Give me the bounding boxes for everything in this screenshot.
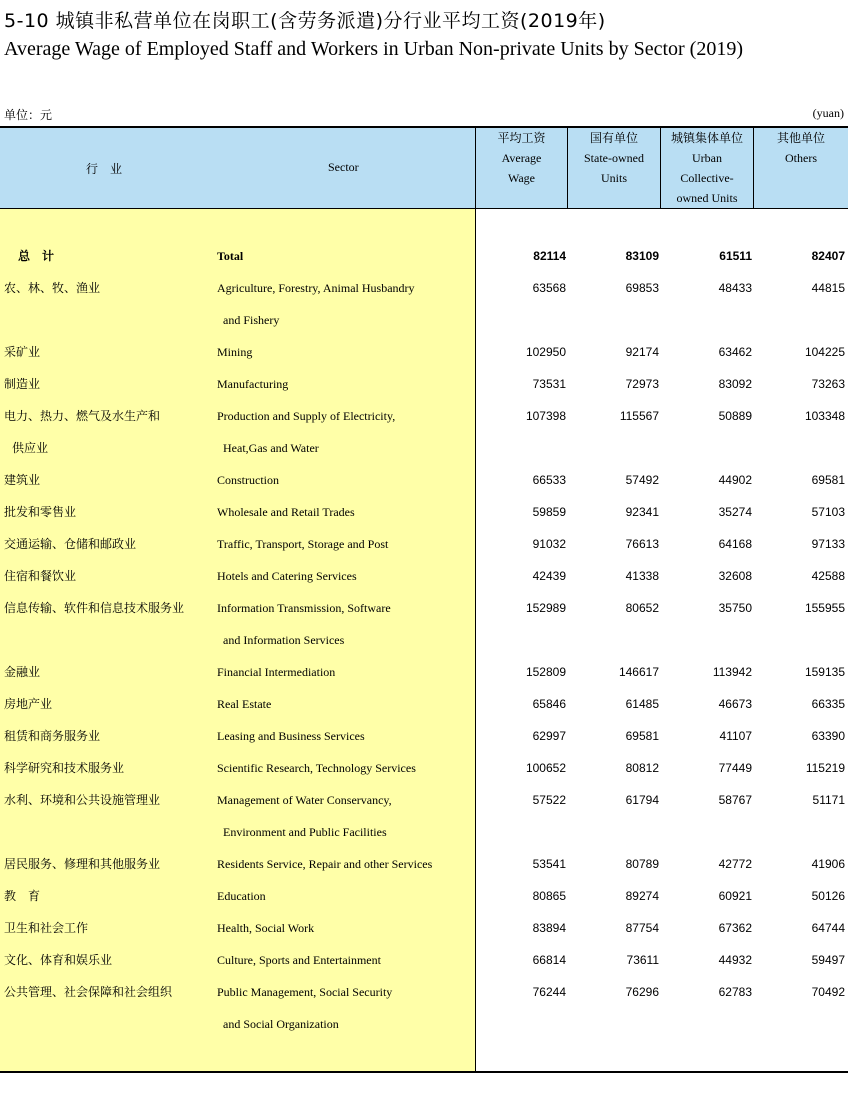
average-wage-value: 63568 xyxy=(532,281,566,295)
header-state-owned xyxy=(568,128,660,208)
sector-name-cn: 交通运输、仓储和邮政业 xyxy=(4,537,137,551)
table-row xyxy=(0,944,848,976)
sector-name-en: Agriculture, Forestry, Animal Husbandry xyxy=(217,281,415,295)
table-row xyxy=(0,272,848,327)
header-bottom-rule xyxy=(0,208,848,209)
header-col4-en1: Others xyxy=(785,151,817,165)
sector-name-en: Education xyxy=(217,889,266,903)
urban-collective-value: 50889 xyxy=(718,409,752,423)
others-value: 64744 xyxy=(811,921,845,935)
sector-name-cn: 科学研究和技术服务业 xyxy=(4,761,125,775)
average-wage-value: 76244 xyxy=(532,985,566,999)
sector-name-cn: 水利、环境和公共设施管理业 xyxy=(4,793,161,807)
average-wage-value: 102950 xyxy=(525,345,566,359)
urban-collective-value: 44902 xyxy=(718,473,752,487)
sector-name-cn: 采矿业 xyxy=(4,345,41,359)
table-row xyxy=(0,528,848,560)
sector-name-cn: 建筑业 xyxy=(4,473,41,487)
header-col2-en1: State-owned xyxy=(584,151,644,165)
state-owned-value: 69853 xyxy=(625,281,659,295)
others-value: 159135 xyxy=(804,665,845,679)
state-owned-value: 92174 xyxy=(625,345,659,359)
state-owned-value: 92341 xyxy=(625,505,659,519)
urban-collective-value: 83092 xyxy=(718,377,752,391)
sector-name-en: Management of Water Conservancy, xyxy=(217,793,392,807)
table-row xyxy=(0,912,848,944)
table-row xyxy=(0,784,848,839)
state-owned-value: 73611 xyxy=(626,953,659,967)
header-col3-en2: Collective- xyxy=(680,171,734,185)
sector-name-en: Scientific Research, Technology Services xyxy=(217,761,416,775)
header-sector-cn: 行 业 xyxy=(86,162,123,176)
urban-collective-value: 32608 xyxy=(718,569,752,583)
state-owned-value: 61485 xyxy=(625,697,659,711)
others-value: 155955 xyxy=(804,601,845,615)
average-wage-value: 107398 xyxy=(525,409,566,423)
table-row xyxy=(0,752,848,784)
state-owned-value: 89274 xyxy=(625,889,659,903)
others-value: 42588 xyxy=(811,569,845,583)
state-owned-value: 72973 xyxy=(625,377,659,391)
unit-label-en: (yuan) xyxy=(812,106,844,120)
sector-name-en-continued: and Fishery xyxy=(223,313,280,327)
sector-name-en: Health, Social Work xyxy=(217,921,315,935)
others-value: 50126 xyxy=(811,889,845,903)
sector-name-en: Construction xyxy=(217,473,279,487)
sector-name-en: Traffic, Transport, Storage and Post xyxy=(217,537,389,551)
urban-collective-value: 46673 xyxy=(718,697,752,711)
others-value: 103348 xyxy=(804,409,845,423)
sector-name-en: Information Transmission, Software xyxy=(217,601,391,615)
average-wage-value: 82114 xyxy=(533,249,566,263)
sector-name-en: Leasing and Business Services xyxy=(217,729,365,743)
sector-name-cn: 居民服务、修理和其他服务业 xyxy=(4,857,161,871)
sector-name-en-continued: and Social Organization xyxy=(223,1017,339,1031)
table-row xyxy=(0,560,848,592)
sector-name-en: Culture, Sports and Entertainment xyxy=(217,953,381,967)
state-owned-value: 41338 xyxy=(625,569,659,583)
sector-name-cn: 总 计 xyxy=(18,249,55,263)
others-value: 73263 xyxy=(811,377,845,391)
sector-name-cn: 卫生和社会工作 xyxy=(4,921,89,935)
state-owned-value: 115567 xyxy=(619,409,659,423)
urban-collective-value: 42772 xyxy=(718,857,752,871)
unit-label-cn: 单位：元 xyxy=(4,108,53,122)
sector-name-en-continued: Environment and Public Facilities xyxy=(223,825,387,839)
state-owned-value: 80789 xyxy=(625,857,659,871)
table-row xyxy=(0,464,848,496)
header-col2-en2: Units xyxy=(600,171,627,185)
state-owned-value: 69581 xyxy=(625,729,659,743)
page-title-cn: 5-10 城镇非私营单位在岗职工(含劳务派遣)分行业平均工资(2019年) xyxy=(4,10,606,32)
sector-name-cn: 公共管理、社会保障和社会组织 xyxy=(4,985,173,999)
sector-name-en: Hotels and Catering Services xyxy=(217,569,357,583)
header-col1-cn: 平均工资 xyxy=(497,131,546,145)
others-value: 66335 xyxy=(811,697,845,711)
urban-collective-value: 58767 xyxy=(718,793,752,807)
table-row xyxy=(0,496,848,528)
state-owned-value: 76296 xyxy=(625,985,659,999)
average-wage-value: 66533 xyxy=(532,473,566,487)
table-row xyxy=(0,400,848,455)
others-value: 70492 xyxy=(811,985,845,999)
average-wage-value: 100652 xyxy=(525,761,566,775)
state-owned-value: 80812 xyxy=(625,761,659,775)
average-wage-value: 152989 xyxy=(525,601,566,615)
average-wage-value: 83894 xyxy=(532,921,566,935)
others-value: 44815 xyxy=(811,281,845,295)
others-value: 69581 xyxy=(811,473,845,487)
state-owned-value: 146617 xyxy=(618,665,659,679)
sector-name-en: Real Estate xyxy=(217,697,272,711)
sector-name-en-continued: Heat,Gas and Water xyxy=(223,441,319,455)
sector-name-cn: 批发和零售业 xyxy=(4,505,77,519)
urban-collective-value: 48433 xyxy=(718,281,752,295)
sector-name-cn: 电力、热力、燃气及水生产和 xyxy=(4,409,161,423)
table-row xyxy=(0,880,848,912)
sector-name-en: Total xyxy=(217,249,244,263)
sector-name-en: Wholesale and Retail Trades xyxy=(217,505,355,519)
urban-collective-value: 64168 xyxy=(718,537,752,551)
sector-name-en: Mining xyxy=(217,345,253,359)
others-value: 59497 xyxy=(811,953,845,967)
header-col1-en1: Average xyxy=(501,151,542,165)
urban-collective-value: 62783 xyxy=(718,985,752,999)
header-average-wage xyxy=(476,128,567,208)
average-wage-value: 62997 xyxy=(532,729,566,743)
sector-name-cn: 信息传输、软件和信息技术服务业 xyxy=(4,601,185,615)
header-sector-en: Sector xyxy=(328,160,359,174)
others-value: 115219 xyxy=(805,761,845,775)
others-value: 97133 xyxy=(811,537,845,551)
urban-collective-value: 41107 xyxy=(719,729,752,743)
others-value: 41906 xyxy=(811,857,845,871)
state-owned-value: 76613 xyxy=(625,537,659,551)
page-title-en: Average Wage of Employed Staff and Workers in Urban Non-private Units by Sector (2019) xyxy=(4,38,743,60)
average-wage-value: 59859 xyxy=(532,505,566,519)
header-col2-cn: 国有单位 xyxy=(589,131,638,145)
table-row xyxy=(0,848,848,880)
sector-name-en: Financial Intermediation xyxy=(217,665,336,679)
header-col3-cn: 城镇集体单位 xyxy=(670,131,743,145)
others-value: 104225 xyxy=(804,345,845,359)
state-owned-value: 80652 xyxy=(625,601,659,615)
average-wage-value: 91032 xyxy=(532,537,566,551)
state-owned-value: 61794 xyxy=(625,793,659,807)
average-wage-value: 57522 xyxy=(532,793,566,807)
average-wage-value: 80865 xyxy=(532,889,566,903)
table-row xyxy=(0,592,848,647)
sector-name-cn: 文化、体育和娱乐业 xyxy=(4,953,113,967)
average-wage-value: 42439 xyxy=(532,569,566,583)
header-col4-cn: 其他单位 xyxy=(776,131,825,145)
sector-name-en: Manufacturing xyxy=(217,377,289,391)
urban-collective-value: 113942 xyxy=(712,665,752,679)
table-row xyxy=(0,688,848,720)
header-col3-en1: Urban xyxy=(692,151,722,165)
others-value: 51171 xyxy=(812,793,845,807)
sector-name-en: Residents Service, Repair and other Services xyxy=(217,857,433,871)
average-wage-value: 53541 xyxy=(532,857,566,871)
average-wage-value: 73531 xyxy=(532,377,566,391)
urban-collective-value: 35750 xyxy=(718,601,752,615)
sector-name-cn: 房地产业 xyxy=(4,697,53,711)
sector-name-cn: 租赁和商务服务业 xyxy=(4,729,101,743)
others-value: 63390 xyxy=(811,729,845,743)
table-row xyxy=(0,656,848,688)
state-owned-value: 83109 xyxy=(625,249,659,263)
table-row xyxy=(0,368,848,400)
sector-name-cn: 住宿和餐饮业 xyxy=(4,569,77,583)
state-owned-value: 87754 xyxy=(625,921,659,935)
urban-collective-value: 35274 xyxy=(718,505,752,519)
sector-name-en-continued: and Information Services xyxy=(223,633,345,647)
table-row xyxy=(0,976,848,1031)
table-row-total xyxy=(0,240,848,272)
urban-collective-value: 60921 xyxy=(718,889,752,903)
urban-collective-value: 44932 xyxy=(718,953,752,967)
urban-collective-value: 61511 xyxy=(719,249,752,263)
sector-name-en: Public Management, Social Security xyxy=(217,985,393,999)
sector-name-cn: 农、林、牧、渔业 xyxy=(4,281,101,295)
others-value: 57103 xyxy=(811,505,845,519)
urban-collective-value: 77449 xyxy=(718,761,752,775)
urban-collective-value: 67362 xyxy=(718,921,752,935)
table-bottom-rule xyxy=(0,1071,848,1073)
sector-name-cn: 教 育 xyxy=(4,889,41,903)
state-owned-value: 57492 xyxy=(625,473,659,487)
others-value: 82407 xyxy=(811,249,845,263)
average-wage-value: 152809 xyxy=(525,665,566,679)
header-col1-en2: Wage xyxy=(507,171,536,185)
sector-name-cn-continued: 供应业 xyxy=(12,441,49,455)
urban-collective-value: 63462 xyxy=(718,345,752,359)
header-others xyxy=(754,128,848,208)
sector-name-en: Production and Supply of Electricity, xyxy=(217,409,396,423)
average-wage-value: 66814 xyxy=(532,953,566,967)
sector-name-cn: 制造业 xyxy=(4,377,41,391)
table-row xyxy=(0,720,848,752)
header-urban-collective xyxy=(661,128,753,208)
table-row xyxy=(0,336,848,368)
header-col3-en3: owned Units xyxy=(676,191,738,205)
sector-name-cn: 金融业 xyxy=(4,665,41,679)
average-wage-value: 65846 xyxy=(532,697,566,711)
